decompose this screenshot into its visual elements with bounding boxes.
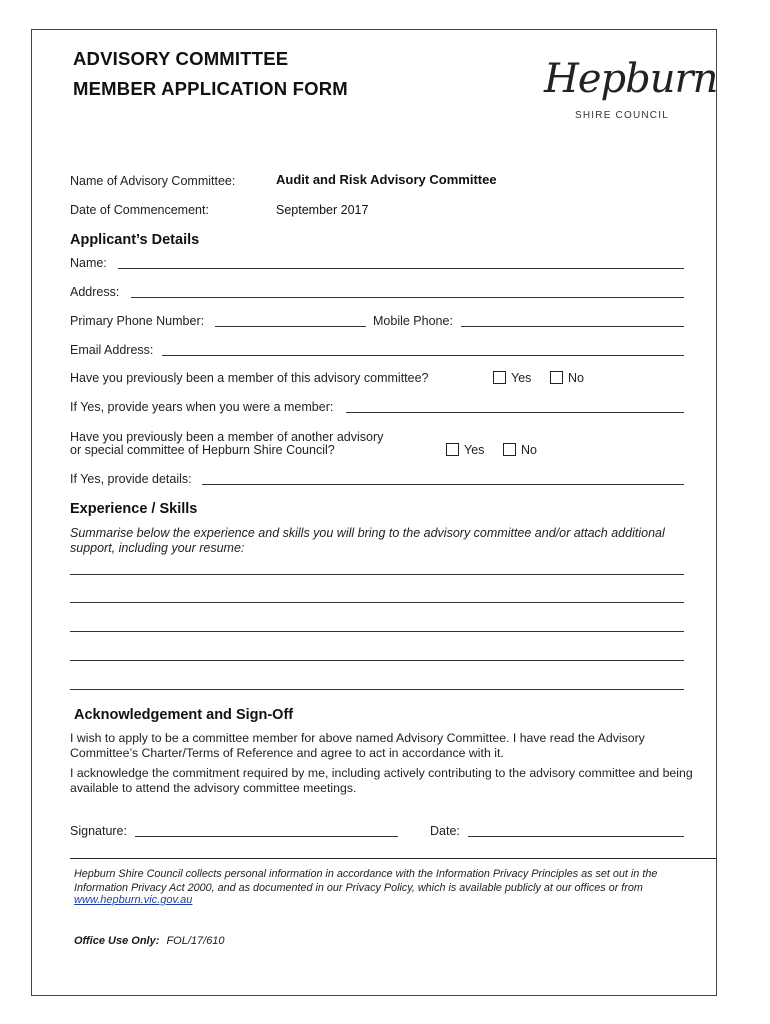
experience-line[interactable] [70,602,684,603]
acknowledgement-paragraph-1: I wish to apply to be a committee member for above named Advisory Committee. I have read the Advisory Committee’s Charter/Terms of Reference and agree to act in accordance with it. [70,731,645,760]
member-years-field[interactable] [346,412,684,413]
logo-wordmark: Hepburn [544,56,718,102]
office-use-label: Office Use Only: [74,935,160,947]
experience-line[interactable] [70,660,684,661]
acknowledgement-heading: Acknowledgement and Sign-Off [74,707,294,723]
mobile-phone-label: Mobile Phone: [373,314,453,328]
date-label: Date: [430,824,460,838]
primary-phone-label: Primary Phone Number: [70,314,205,328]
commencement-date-label: Date of Commencement: [70,203,209,217]
prev-member-question: Have you previously been a member of this advisory committee? [70,371,429,385]
experience-line[interactable] [70,631,684,632]
experience-line[interactable] [70,689,684,690]
privacy-statement: Hepburn Shire Council collects personal information in accordance with the Information Privacy Principles as set out in the Information Privacy Act 2000, and as documented in our Privacy Policy, which is available publicly at our offices or from [74,868,658,894]
form-title-line1: ADVISORY COMMITTEE [73,48,289,69]
email-field[interactable] [162,355,684,356]
experience-instruction-line2: support, including your resume: [70,541,245,555]
form-title-line2: MEMBER APPLICATION FORM [73,78,348,99]
experience-line[interactable] [70,574,684,575]
prev-member-no-label: No [568,371,584,385]
mobile-phone-field[interactable] [461,326,684,327]
primary-phone-field[interactable] [215,326,366,327]
acknowledgement-paragraph-2: I acknowledge the commitment required by me, including actively contributing to the advisory committee and being available to attend the advisory committee meetings. [70,766,693,795]
commencement-date-value: September 2017 [276,203,369,217]
other-committee-question-line1: Have you previously been a member of another advisory [70,430,384,444]
applicant-details-heading: Applicant’s Details [70,232,200,248]
signature-label: Signature: [70,824,127,838]
office-use [74,935,225,947]
experience-heading: Experience / Skills [70,501,198,517]
name-field[interactable] [118,268,684,269]
prev-member-no-checkbox[interactable] [550,371,563,384]
committee-name-label: Name of Advisory Committee: [70,174,236,188]
prev-member-yes-label: Yes [511,371,532,385]
website-link[interactable]: www.hepburn.vic.gov.au [74,894,193,906]
experience-instruction-line1: Summarise below the experience and skills you will bring to the advisory committee and/or attach additional [70,526,665,540]
details-label: If Yes, provide details: [70,472,192,486]
committee-name-value: Audit and Risk Advisory Committee [276,172,497,187]
other-committee-question-line2: or special committee of Hepburn Shire Council? [70,443,335,457]
other-committee-no-label: No [521,443,537,457]
date-field[interactable] [468,836,684,837]
email-label: Email Address: [70,343,154,357]
signature-field[interactable] [135,836,398,837]
footer-divider [70,858,716,859]
other-committee-yes-checkbox[interactable] [446,443,459,456]
office-use-value: FOL/17/610 [166,935,225,947]
logo-subtitle: SHIRE COUNCIL [575,110,669,121]
other-committee-no-checkbox[interactable] [503,443,516,456]
details-field[interactable] [202,484,684,485]
address-label: Address: [70,285,120,299]
name-label: Name: [70,256,107,270]
member-years-label: If Yes, provide years when you were a member: [70,400,334,414]
other-committee-yes-label: Yes [464,443,485,457]
address-field[interactable] [131,297,684,298]
prev-member-yes-checkbox[interactable] [493,371,506,384]
